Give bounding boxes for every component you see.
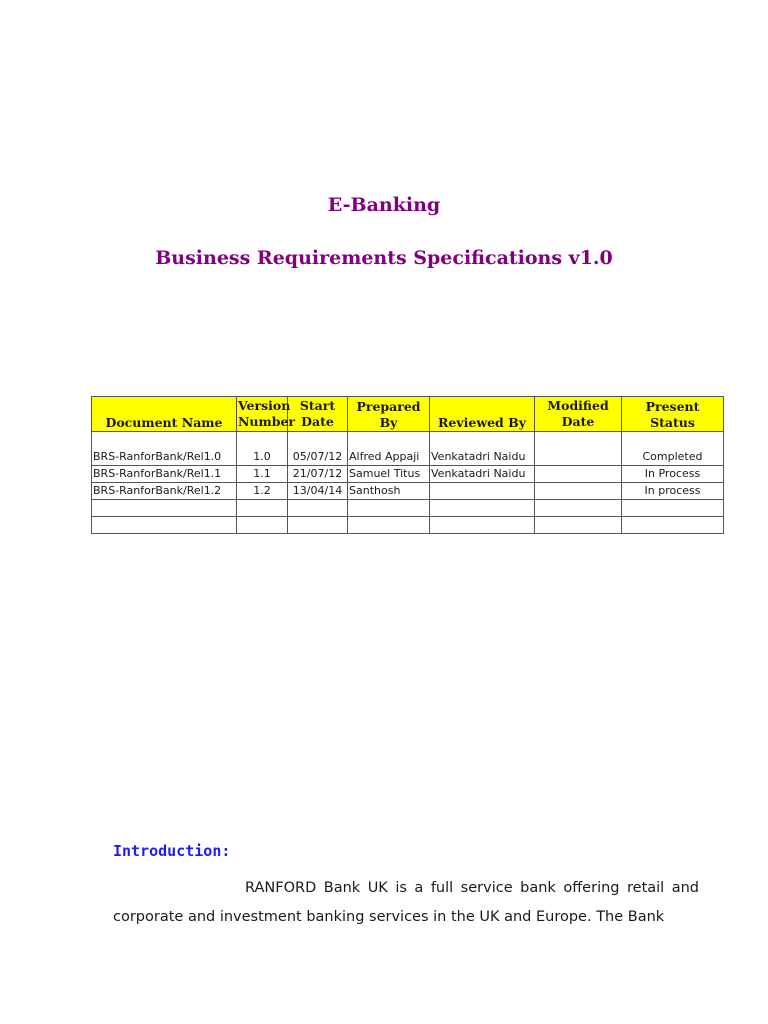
cell-modified-date — [535, 500, 622, 517]
cell-version-number: 1.2 — [237, 483, 288, 500]
header-document-name: Document Name — [92, 397, 237, 432]
table-row — [92, 517, 724, 534]
cell-prepared-by: Samuel Titus — [348, 466, 430, 483]
document-title: E-Banking — [327, 194, 441, 216]
cell-reviewed-by — [430, 500, 535, 517]
cell-present-status: In Process — [622, 466, 724, 483]
table-row — [92, 466, 724, 483]
cell-start-date — [288, 500, 348, 517]
cell-prepared-by: Santhosh — [348, 483, 430, 500]
cell-version-number — [237, 517, 288, 534]
document-subtitle: Business Requirements Specifications v1.0 — [155, 247, 613, 269]
cell-document-name: BRS-RanforBank/Rel1.1 — [92, 466, 237, 483]
cell-version-number: 1.1 — [237, 466, 288, 483]
header-prepared-by: Prepared By — [348, 397, 430, 432]
cell-prepared-by — [348, 517, 430, 534]
cell-present-status — [622, 500, 724, 517]
cell-version-number — [237, 500, 288, 517]
header-version-number: Version Number — [237, 397, 288, 432]
introduction-paragraph: RANFORD Bank UK is a full service bank offering retail and corporate and investment banking services in the UK and Europe. The Bank — [113, 880, 699, 925]
cell-present-status: Completed — [622, 432, 724, 466]
table-header-row — [92, 397, 724, 432]
header-reviewed-by: Reviewed By — [430, 397, 535, 432]
cell-reviewed-by: Venkatadri Naidu — [430, 432, 535, 466]
cell-document-name — [92, 500, 237, 517]
cell-present-status — [622, 517, 724, 534]
cell-present-status: In process — [622, 483, 724, 500]
cell-reviewed-by — [430, 483, 535, 500]
table-row — [92, 432, 724, 466]
header-modified-date: Modified Date — [535, 397, 622, 432]
cell-reviewed-by — [430, 517, 535, 534]
cell-document-name: BRS-RanforBank/Rel1.0 — [92, 432, 237, 466]
cell-start-date: 13/04/14 — [288, 483, 348, 500]
version-history-table — [91, 396, 724, 534]
header-start-date: Start Date — [288, 397, 348, 432]
table-row — [92, 483, 724, 500]
cell-prepared-by — [348, 500, 430, 517]
cell-modified-date — [535, 483, 622, 500]
cell-reviewed-by: Venkatadri Naidu — [430, 466, 535, 483]
cell-document-name: BRS-RanforBank/Rel1.2 — [92, 483, 237, 500]
cell-modified-date — [535, 466, 622, 483]
cell-modified-date — [535, 517, 622, 534]
cell-start-date: 05/07/12 — [288, 432, 348, 466]
cell-document-name — [92, 517, 237, 534]
table-row — [92, 500, 724, 517]
cell-start-date: 21/07/12 — [288, 466, 348, 483]
cell-modified-date — [535, 432, 622, 466]
header-present-status: Present Status — [622, 397, 724, 432]
cell-start-date — [288, 517, 348, 534]
cell-version-number: 1.0 — [237, 432, 288, 466]
cell-prepared-by: Alfred Appaji — [348, 432, 430, 466]
introduction-heading: Introduction: — [113, 842, 231, 860]
